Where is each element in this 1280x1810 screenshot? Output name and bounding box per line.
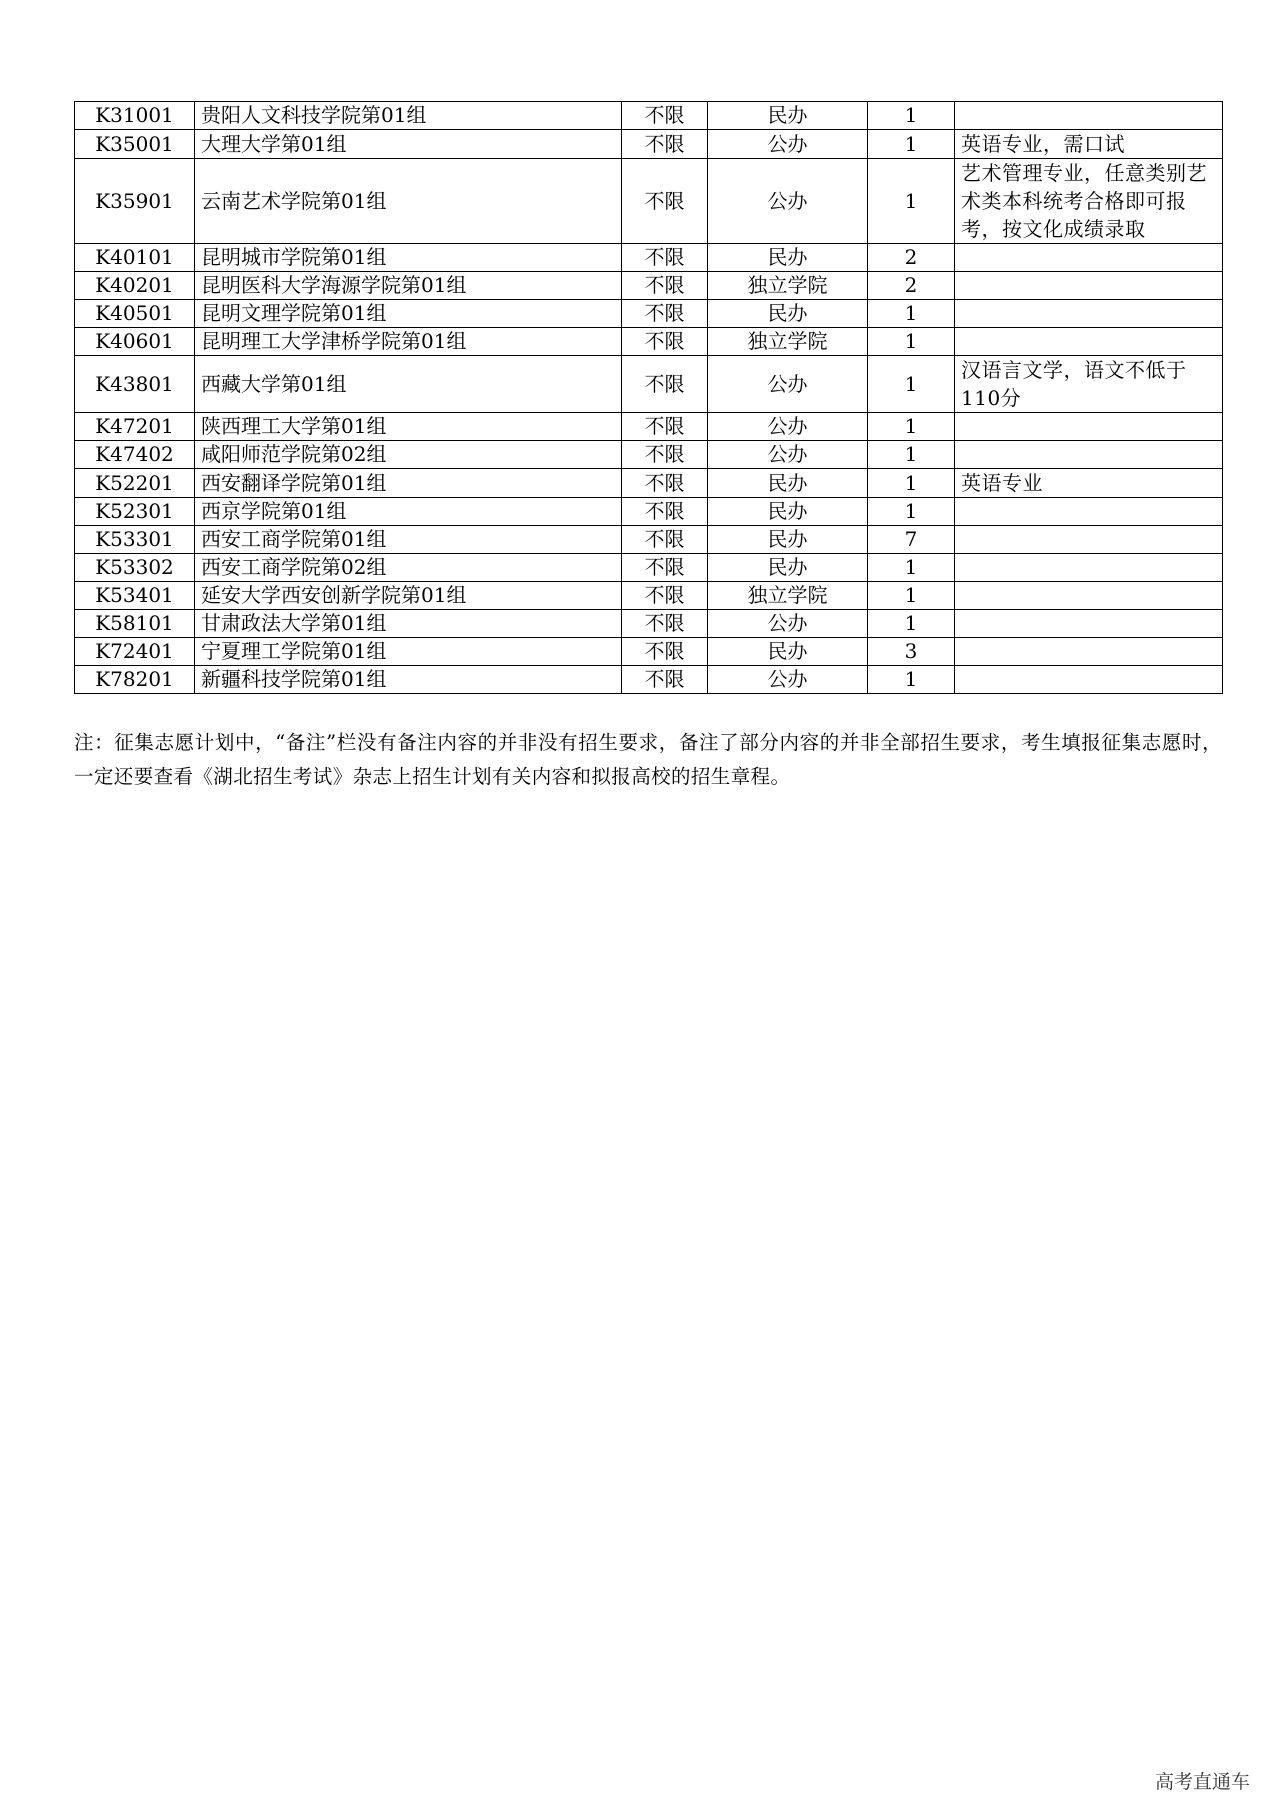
table-row [75, 554, 1223, 582]
school-type-cell: 民办 [708, 638, 868, 666]
group-code-cell: K40501 [75, 300, 195, 328]
school-type-cell: 公办 [708, 413, 868, 441]
subject-requirement-cell: 不限 [622, 469, 708, 498]
table-row [75, 272, 1223, 300]
group-code-cell: K35001 [75, 130, 195, 159]
remark-cell: 英语专业，需口试 [955, 130, 1223, 159]
subject-requirement-cell: 不限 [622, 441, 708, 469]
school-type-cell: 公办 [708, 441, 868, 469]
table-body [75, 102, 1223, 694]
plan-count-cell: 2 [868, 272, 955, 300]
remark-cell [955, 102, 1223, 130]
subject-requirement-cell: 不限 [622, 554, 708, 582]
school-name-cell: 西安工商学院第02组 [195, 554, 622, 582]
table-row [75, 130, 1223, 159]
plan-count-cell: 1 [868, 441, 955, 469]
table-row [75, 300, 1223, 328]
plan-count-cell: 1 [868, 130, 955, 159]
school-type-cell: 民办 [708, 526, 868, 554]
plan-count-cell: 1 [868, 300, 955, 328]
school-type-cell: 公办 [708, 666, 868, 694]
group-code-cell: K43801 [75, 356, 195, 413]
school-name-cell: 甘肃政法大学第01组 [195, 610, 622, 638]
group-code-cell: K40201 [75, 272, 195, 300]
plan-count-cell: 1 [868, 554, 955, 582]
school-type-cell: 公办 [708, 159, 868, 244]
remark-cell [955, 272, 1223, 300]
school-name-cell: 昆明医科大学海源学院第01组 [195, 272, 622, 300]
school-name-cell: 西安翻译学院第01组 [195, 469, 622, 498]
remark-cell [955, 300, 1223, 328]
school-name-cell: 陕西理工大学第01组 [195, 413, 622, 441]
school-name-cell: 咸阳师范学院第02组 [195, 441, 622, 469]
subject-requirement-cell: 不限 [622, 413, 708, 441]
table-row [75, 526, 1223, 554]
group-code-cell: K53401 [75, 582, 195, 610]
subject-requirement-cell: 不限 [622, 356, 708, 413]
table-row [75, 244, 1223, 272]
plan-count-cell: 3 [868, 638, 955, 666]
school-name-cell: 昆明城市学院第01组 [195, 244, 622, 272]
table-row [75, 441, 1223, 469]
school-type-cell: 公办 [708, 610, 868, 638]
remark-cell [955, 413, 1223, 441]
school-type-cell: 民办 [708, 244, 868, 272]
group-code-cell: K40101 [75, 244, 195, 272]
school-name-cell: 延安大学西安创新学院第01组 [195, 582, 622, 610]
plan-count-cell: 1 [868, 102, 955, 130]
school-name-cell: 昆明文理学院第01组 [195, 300, 622, 328]
subject-requirement-cell: 不限 [622, 638, 708, 666]
table-row [75, 498, 1223, 526]
group-code-cell: K58101 [75, 610, 195, 638]
school-type-cell: 民办 [708, 469, 868, 498]
group-code-cell: K53301 [75, 526, 195, 554]
subject-requirement-cell: 不限 [622, 526, 708, 554]
table-row [75, 328, 1223, 356]
table-row [75, 356, 1223, 413]
plan-count-cell: 1 [868, 666, 955, 694]
school-name-cell: 大理大学第01组 [195, 130, 622, 159]
group-code-cell: K47402 [75, 441, 195, 469]
plan-count-cell: 1 [868, 582, 955, 610]
table-row [75, 582, 1223, 610]
school-type-cell: 独立学院 [708, 328, 868, 356]
subject-requirement-cell: 不限 [622, 610, 708, 638]
group-code-cell: K72401 [75, 638, 195, 666]
plan-count-cell: 1 [868, 610, 955, 638]
school-name-cell: 西藏大学第01组 [195, 356, 622, 413]
admission-plan-table [74, 101, 1223, 694]
group-code-cell: K35901 [75, 159, 195, 244]
subject-requirement-cell: 不限 [622, 272, 708, 300]
school-type-cell: 公办 [708, 130, 868, 159]
school-type-cell: 民办 [708, 300, 868, 328]
school-type-cell: 公办 [708, 356, 868, 413]
subject-requirement-cell: 不限 [622, 130, 708, 159]
group-code-cell: K40601 [75, 328, 195, 356]
remark-cell: 英语专业 [955, 469, 1223, 498]
group-code-cell: K31001 [75, 102, 195, 130]
footnote: 注：征集志愿计划中，“备注”栏没有备注内容的并非没有招生要求，备注了部分内容的并非全部招生要求，考生填报征集志愿时，一定还要查看《湖北招生考试》杂志上招生计划有关内容和拟报高校的招生章程。 [74, 731, 1222, 788]
plan-count-cell: 1 [868, 413, 955, 441]
school-name-cell: 新疆科技学院第01组 [195, 666, 622, 694]
remark-cell [955, 554, 1223, 582]
school-type-cell: 独立学院 [708, 582, 868, 610]
table-row [75, 610, 1223, 638]
remark-cell [955, 526, 1223, 554]
group-code-cell: K52301 [75, 498, 195, 526]
remark-cell [955, 498, 1223, 526]
group-code-cell: K78201 [75, 666, 195, 694]
school-name-cell: 云南艺术学院第01组 [195, 159, 622, 244]
table-row [75, 666, 1223, 694]
school-type-cell: 民办 [708, 498, 868, 526]
subject-requirement-cell: 不限 [622, 300, 708, 328]
watermark-text: 高考直通车 [1154, 1771, 1250, 1793]
table-row [75, 638, 1223, 666]
subject-requirement-cell: 不限 [622, 159, 708, 244]
school-type-cell: 民办 [708, 102, 868, 130]
school-name-cell: 西安工商学院第01组 [195, 526, 622, 554]
school-name-cell: 宁夏理工学院第01组 [195, 638, 622, 666]
school-name-cell: 西京学院第01组 [195, 498, 622, 526]
school-name-cell: 贵阳人文科技学院第01组 [195, 102, 622, 130]
subject-requirement-cell: 不限 [622, 102, 708, 130]
school-name-cell: 昆明理工大学津桥学院第01组 [195, 328, 622, 356]
remark-cell: 汉语言文学，语文不低于110分 [955, 356, 1223, 413]
subject-requirement-cell: 不限 [622, 498, 708, 526]
school-type-cell: 独立学院 [708, 272, 868, 300]
table-row [75, 102, 1223, 130]
plan-count-cell: 1 [868, 469, 955, 498]
subject-requirement-cell: 不限 [622, 582, 708, 610]
table-row [75, 413, 1223, 441]
remark-cell [955, 244, 1223, 272]
plan-count-cell: 1 [868, 328, 955, 356]
remark-cell [955, 441, 1223, 469]
group-code-cell: K52201 [75, 469, 195, 498]
table-row [75, 159, 1223, 244]
school-type-cell: 民办 [708, 554, 868, 582]
remark-cell [955, 666, 1223, 694]
remark-cell [955, 328, 1223, 356]
group-code-cell: K47201 [75, 413, 195, 441]
remark-cell: 艺术管理专业，任意类别艺术类本科统考合格即可报考，按文化成绩录取 [955, 159, 1223, 244]
plan-count-cell: 1 [868, 356, 955, 413]
plan-count-cell: 1 [868, 498, 955, 526]
subject-requirement-cell: 不限 [622, 328, 708, 356]
group-code-cell: K53302 [75, 554, 195, 582]
remark-cell [955, 582, 1223, 610]
remark-cell [955, 610, 1223, 638]
plan-count-cell: 2 [868, 244, 955, 272]
subject-requirement-cell: 不限 [622, 666, 708, 694]
table-row [75, 469, 1223, 498]
subject-requirement-cell: 不限 [622, 244, 708, 272]
plan-count-cell: 1 [868, 159, 955, 244]
plan-count-cell: 7 [868, 526, 955, 554]
remark-cell [955, 638, 1223, 666]
